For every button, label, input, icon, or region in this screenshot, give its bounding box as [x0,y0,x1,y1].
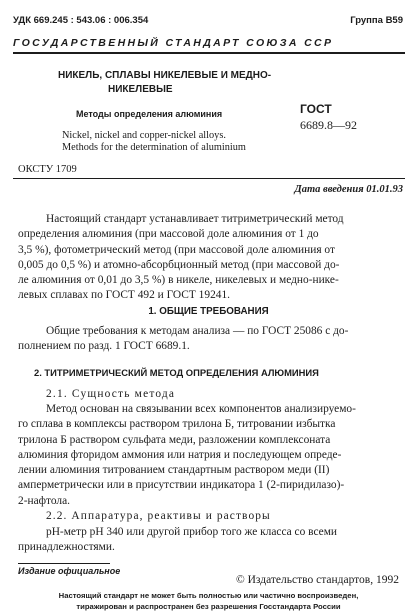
publisher-copyright: © Издательство стандартов, 1992 [235,574,399,586]
title-line-1: НИКЕЛЬ, СПЛАВЫ НИКЕЛЕВЫЕ И МЕДНО- [58,70,272,81]
section-1-line: полнением по разд. 1 ГОСТ 6689.1. [18,340,190,353]
intro-line: Настоящий стандарт устанавливает титриметрический метод [46,213,344,225]
english-title-line-2: Methods for the determination of aluminium [62,142,246,153]
section-2-1-line: Метод основан на связывании всех компонентов анализируемо- [46,403,356,415]
banner-title: ГОСУДАРСТВЕННЫЙ СТАНДАРТ СОЮЗА ССР [13,37,334,49]
reproduction-notice-line-2: тиражирован и распространен без разрешения Госстандарта России [76,602,341,611]
reproduction-notice-line-1: Настоящий стандарт не может быть полностью или частично воспроизведен, [58,591,359,600]
footer-rule [18,563,110,564]
intro-line: левых сплавах по ГОСТ 492 и ГОСТ 19241. [18,289,231,302]
english-title-line-1: Nickel, nickel and copper-nickel alloys. [62,130,226,141]
section-2-1-line: лении алюминия титрованием стандартным раствором меди (II) [18,464,330,477]
edition-label: Издание официальное [18,566,121,576]
title-rule [13,178,405,179]
section-2-1-line: трилона Б раствором сульфата меди, разложении комплексоната [18,433,331,446]
section-2-1-line: го сплава в комплексы раствором трилона Б, титровании избытка [18,418,336,431]
section-2-2-line: принадлежностями. [18,541,115,554]
subsection-2-2-title: 2.2. Аппаратура, реактивы и растворы [46,510,271,522]
section-2-1-line: 2-нафтола. [18,494,70,507]
intro-line: ле алюминия от 0,01 до 3,5 %) в никеле, никелевых и медно-нике- [18,274,339,287]
subsection-2-1-title: 2.1. Сущность метода [46,388,176,400]
intro-line: 3,5 %), фотометрический метод (при массовой доле алюминия от [18,243,335,256]
udk-code: УДК 669.245 : 543.06 : 006.354 [13,15,149,26]
banner-rule [13,52,405,54]
intro-paragraph [18,212,344,304]
section-1-heading: 1. ОБЩИЕ ТРЕБОВАНИЯ [148,306,269,317]
okstu-code: ОКСТУ 1709 [18,164,77,175]
section-2-1-line: алюминия фторидом аммония или натрия и последующем опреде- [18,448,342,461]
title-line-2: НИКЕЛЕВЫЕ [108,84,173,95]
gost-label: ГОСТ [300,102,332,116]
section-2-2-paragraph [18,525,337,556]
intro-line: определения алюминия (при массовой доле алюминия от 1 до [18,228,319,241]
section-2-1-paragraph [18,402,356,509]
intro-line: 0,005 до 0,5 %) и атомно-абсорбционный метод (при массовой до- [18,258,340,271]
section-2-heading: 2. ТИТРИМЕТРИЧЕСКИЙ МЕТОД ОПРЕДЕЛЕНИЯ АЛЮМИНИЯ [34,367,319,378]
group-code: Группа В59 [350,15,403,26]
section-1-paragraph [18,324,348,355]
effective-date: Дата введения 01.01.93 [294,184,403,195]
subtitle: Методы определения алюминия [76,109,223,119]
section-1-line: Общие требования к методам анализа — по ГОСТ 25086 с до- [46,325,349,337]
section-2-1-line: амперметрически или в присутствии индикатора 1 (2-пиридилазо)- [18,479,345,492]
gost-number: 6689.8—92 [300,118,357,132]
section-2-2-line: pH-метр pH 340 или другой прибор того же класса со всеми [46,526,338,538]
